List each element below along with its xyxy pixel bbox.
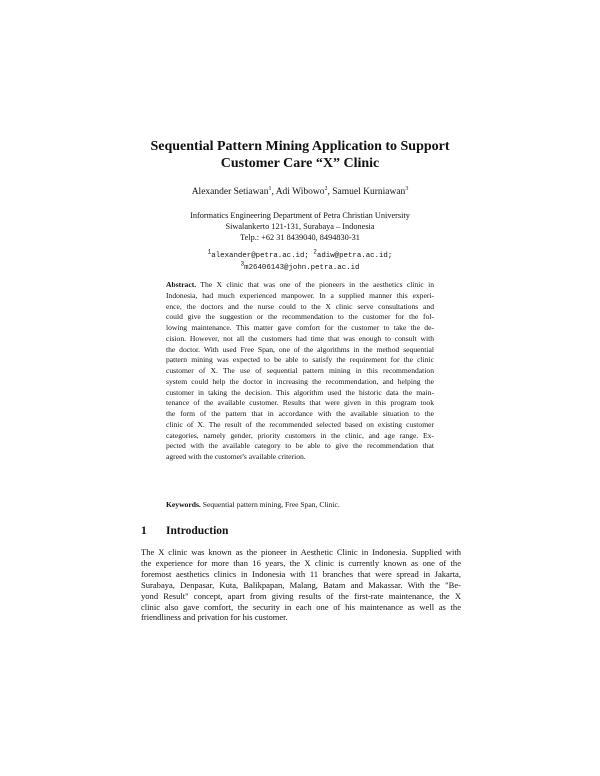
email-block	[100, 250, 500, 274]
title-line: Sequential Pattern Mining Application to Support	[150, 139, 450, 154]
abstract-line: clinic of X. The result of the recommended selected based on existing customer	[166, 419, 434, 429]
email-mark: 1	[207, 248, 212, 256]
abstract-line	[166, 280, 434, 291]
abstract-line: system could help the doctor in increasing the recommendation, and helping the	[166, 376, 434, 386]
author-separator: ,	[271, 187, 276, 197]
abstract	[166, 280, 434, 463]
abstract-line: lowing maintenance. This matter gave comfort for the customer to take the de-	[166, 323, 434, 332]
email-mark: 2	[313, 248, 317, 256]
abstract-line: ence, the doctors and the nurse could to the X clinic serve consultations and	[166, 301, 434, 311]
keywords-text: Sequential pattern mining, Free Span, Clinic.	[202, 500, 340, 509]
abstract-line: customer of X. The use of sequential pattern mining in this recommendation	[166, 366, 434, 375]
keywords-label: Keywords.	[166, 500, 201, 509]
abstract-line: pattern mining was expected to be able to satisfy the requirement for the clinic	[166, 355, 434, 365]
section-number: 1	[141, 525, 147, 537]
affiliation-line: Siwalankerto 121-131, Surabaya – Indonesia	[225, 222, 375, 232]
abstract-line: the doctor. With used Free Span, one of the algorithms in the method sequential	[166, 344, 434, 354]
author-mark: 1	[268, 185, 272, 192]
title-line: Customer Care “X” Clinic	[220, 156, 380, 171]
author-name: Samuel Kurniawan	[332, 187, 406, 197]
paragraph-line: clinic also gave comfort, the security in each one of his maintenance as well as the	[141, 601, 461, 612]
email-address[interactable]: m26406143@john.petra.ac.id	[244, 264, 360, 272]
introduction-paragraph	[141, 547, 461, 623]
section-title: Introduction	[166, 525, 229, 537]
abstract-text: The X clinic that was one of the pioneers in the aesthetics clinic in	[200, 280, 434, 289]
keywords	[166, 500, 434, 509]
abstract-line: pected with the available category to be able to give the recommendation that	[166, 441, 434, 451]
abstract-line: could give the suggestion or the recommendation to the customer for the fol-	[166, 312, 434, 322]
abstract-line: agreed with the customer's available criterion.	[166, 452, 306, 461]
author-name: Adi Wibowo	[275, 187, 325, 197]
email-address[interactable]: alexander@petra.ac.id;	[211, 252, 309, 260]
abstract-line: customer in taking the decision. This algorithm used the historic data the main-	[166, 387, 434, 397]
paragraph-line: Surabaya, Denpasar, Kuta, Balikpapan, Malang, Batam and Makassar. With the "Be-	[141, 579, 461, 590]
author-mark: 3	[405, 185, 409, 192]
section-heading	[141, 525, 228, 537]
affiliation	[100, 210, 500, 244]
paragraph-line: foremost aesthetics clinics in Indonesia with 11 branches that were spread in Jakarta,	[141, 568, 461, 579]
paragraph-line: friendliness and privation for his customer.	[141, 612, 288, 623]
paragraph-line: The X clinic was known as the pioneer in Aesthetic Clinic in Indonesia. Supplied with	[141, 547, 461, 557]
author-mark: 2	[324, 185, 328, 192]
affiliation-line: Informatics Engineering Department of Petra Christian University	[190, 211, 410, 220]
abstract-line: cision. However, not all the customers had time that was enough to consult with	[166, 333, 434, 343]
paragraph-line: the experience for more than 16 years, the X clinic is currently known as one of the	[141, 557, 461, 568]
paper-title	[100, 138, 500, 172]
abstract-line: categories, namely gender, priority customers in the clinic, and age range. Ex-	[166, 430, 434, 440]
author-list	[100, 187, 500, 197]
abstract-line: the form of the pattern that in accordance with the available situation to the	[166, 409, 434, 418]
author-separator: ,	[327, 187, 333, 197]
abstract-line: Indonesia, had much experienced manpower. In a supplied manner this experi-	[166, 290, 434, 300]
email-mark: 3	[240, 260, 245, 268]
affiliation-line: Telp.: +62 31 8439040, 8494830-31	[240, 233, 360, 243]
email-line	[100, 250, 500, 262]
abstract-label: Abstract.	[166, 280, 197, 289]
email-line	[100, 262, 500, 274]
paragraph-line: yond Result" concept, apart from giving results of the first-rate maintenance, the X	[141, 590, 461, 601]
email-address[interactable]: adiw@petra.ac.id;	[316, 252, 393, 260]
abstract-line: tenance of the available customer. Results that were given in this program took	[166, 398, 434, 408]
author-name: Alexander Setiawan	[191, 187, 269, 197]
